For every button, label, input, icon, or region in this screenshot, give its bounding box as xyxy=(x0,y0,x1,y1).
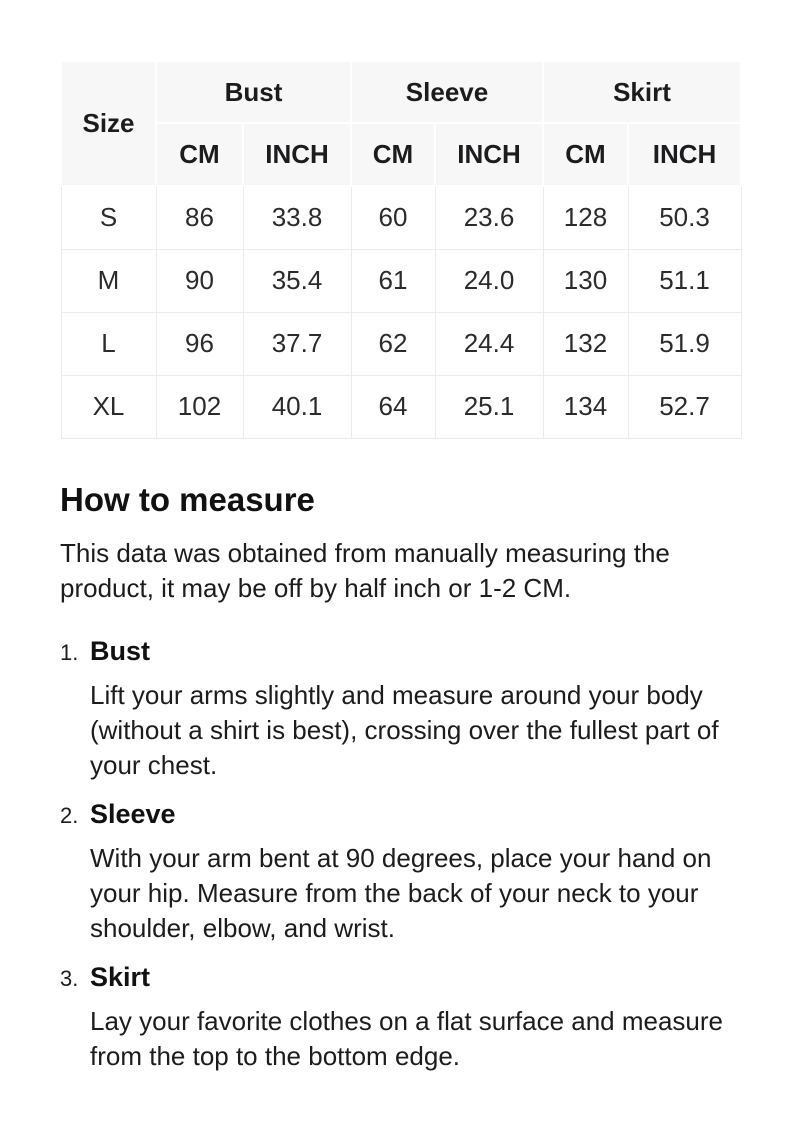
step-description: With your arm bent at 90 degrees, place your hand on your hip. Measure from the back of your neck to your shoulder, elbow, and wrist. xyxy=(90,842,712,943)
measure-step-sleeve xyxy=(60,794,740,946)
value-cell: 90 xyxy=(156,249,243,312)
value-cell: 40.1 xyxy=(243,375,351,438)
intro-text: This data was obtained from manually measuring the product, it may be off by half inch or 1-2 CM. xyxy=(60,537,670,603)
value-cell: 102 xyxy=(156,375,243,438)
value-cell: 128 xyxy=(543,186,628,249)
size-cell: M xyxy=(61,249,156,312)
value-cell: 51.1 xyxy=(628,249,741,312)
step-heading xyxy=(60,794,740,836)
value-cell: 37.7 xyxy=(243,312,351,375)
unit-header-skirt-cm: CM xyxy=(543,123,628,186)
step-description: Lay your favorite clothes on a flat surface and measure from the top to the bottom edge. xyxy=(90,1005,724,1071)
measure-step-skirt xyxy=(60,957,740,1074)
how-to-measure-heading: How to measure xyxy=(60,480,315,518)
table-group-header-row xyxy=(61,61,741,123)
unit-header-bust-cm: CM xyxy=(156,123,243,186)
value-cell: 96 xyxy=(156,312,243,375)
size-cell: L xyxy=(61,312,156,375)
unit-header-bust-inch: INCH xyxy=(243,123,351,186)
table-row-m xyxy=(61,249,741,312)
size-chart-table xyxy=(60,60,742,439)
value-cell: 51.9 xyxy=(628,312,741,375)
value-cell: 60 xyxy=(351,186,435,249)
value-cell: 132 xyxy=(543,312,628,375)
column-header-skirt: Skirt xyxy=(543,61,741,123)
table-unit-header-row xyxy=(61,123,741,186)
table-row-s xyxy=(61,186,741,249)
value-cell: 62 xyxy=(351,312,435,375)
step-number: 1. xyxy=(60,639,79,665)
unit-header-sleeve-cm: CM xyxy=(351,123,435,186)
value-cell: 35.4 xyxy=(243,249,351,312)
table-row-l xyxy=(61,312,741,375)
value-cell: 50.3 xyxy=(628,186,741,249)
column-header-sleeve: Sleeve xyxy=(351,61,543,123)
step-heading xyxy=(60,957,740,999)
value-cell: 24.0 xyxy=(435,249,543,312)
value-cell: 130 xyxy=(543,249,628,312)
column-header-size: Size xyxy=(61,61,156,186)
size-cell: XL xyxy=(61,375,156,438)
step-heading xyxy=(60,631,740,673)
size-cell: S xyxy=(61,186,156,249)
measure-step-bust xyxy=(60,631,740,783)
step-description: Lift your arms slightly and measure around your body (without a shirt is best), crossing over the fullest part of your chest. xyxy=(90,679,719,780)
table-row-xl xyxy=(61,375,741,438)
step-number: 3. xyxy=(60,965,79,991)
step-title: Skirt xyxy=(90,961,151,992)
step-title: Sleeve xyxy=(90,798,176,829)
measure-steps-list xyxy=(60,631,740,1074)
value-cell: 86 xyxy=(156,186,243,249)
value-cell: 33.8 xyxy=(243,186,351,249)
value-cell: 23.6 xyxy=(435,186,543,249)
value-cell: 134 xyxy=(543,375,628,438)
unit-header-sleeve-inch: INCH xyxy=(435,123,543,186)
value-cell: 61 xyxy=(351,249,435,312)
value-cell: 24.4 xyxy=(435,312,543,375)
value-cell: 25.1 xyxy=(435,375,543,438)
value-cell: 64 xyxy=(351,375,435,438)
value-cell: 52.7 xyxy=(628,375,741,438)
column-header-bust: Bust xyxy=(156,61,351,123)
step-title: Bust xyxy=(90,635,150,666)
step-number: 2. xyxy=(60,802,79,828)
unit-header-skirt-inch: INCH xyxy=(628,123,741,186)
